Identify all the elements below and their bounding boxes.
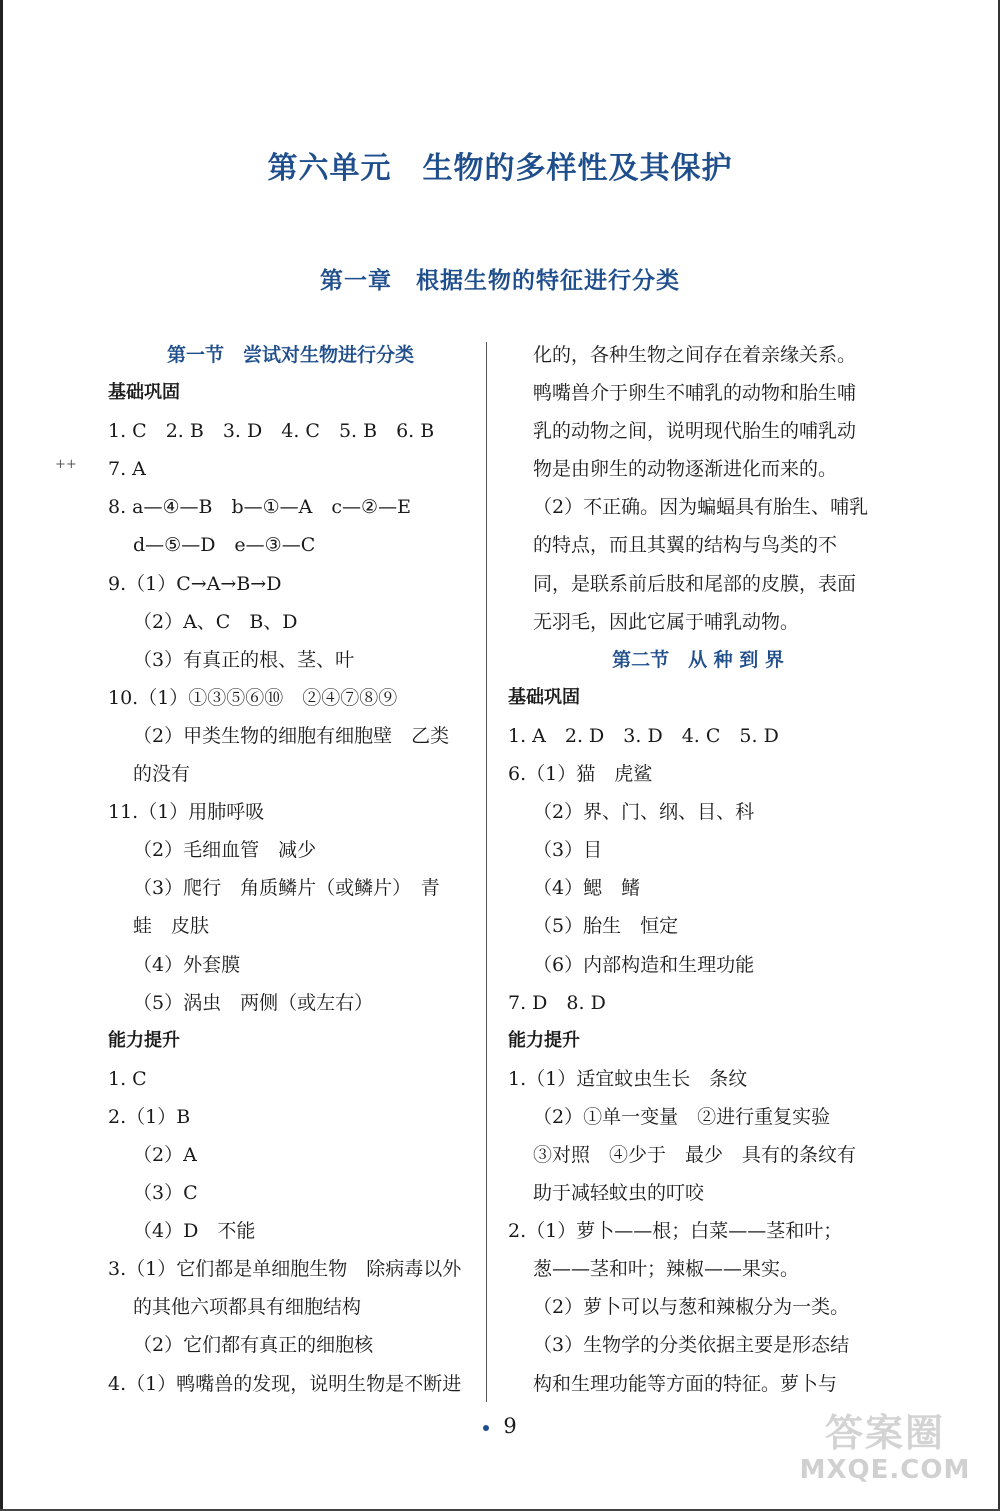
- answer-line: （3）有真正的根、茎、叶: [133, 648, 355, 671]
- answer-line: ③对照 ④少于 最少 具有的条纹有: [533, 1143, 857, 1166]
- answer-line: 葱——茎和叶；辣椒——果实。: [533, 1258, 800, 1281]
- answer-line: 2.（1）B: [108, 1105, 191, 1128]
- watermark-url: MXQE.COM: [799, 1455, 971, 1485]
- answer-line: 化的，各种生物之间存在着亲缘关系。: [533, 344, 857, 366]
- answer-line: 物是由卵生的动物逐渐进化而来的。: [533, 458, 838, 481]
- answer-line: （4）D 不能: [133, 1220, 256, 1243]
- answer-line: （6）内部构造和生理功能: [533, 953, 755, 976]
- answer-line: 11.（1）用肺呼吸: [108, 801, 265, 824]
- answer-line: 的没有: [133, 763, 191, 786]
- answer-line: （4）鳃 鳍: [533, 877, 641, 900]
- answer-line: 6.（1）猫 虎鲨: [508, 763, 653, 786]
- section-title: 第二节 从 种 到 界: [612, 648, 784, 671]
- answer-line: 1. C: [108, 1067, 147, 1090]
- bullet-dot-icon: [483, 1425, 489, 1431]
- subsection-heading: 能力提升: [108, 1029, 180, 1051]
- left-column: [108, 336, 473, 1403]
- watermark: [790, 1411, 980, 1501]
- answer-line: 同，是联系前后肢和尾部的皮膜，表面: [533, 572, 857, 595]
- answer-line: 1. A 2. D 3. D 4. C 5. D: [508, 724, 779, 747]
- subsection-heading: 基础巩固: [508, 686, 580, 708]
- right-column: [508, 336, 888, 1403]
- answer-line: （3）C: [133, 1182, 198, 1205]
- answer-line: 10.（1）①③⑤⑥⑩ ②④⑦⑧⑨: [108, 686, 398, 709]
- answer-line: （2）它们都有真正的细胞核: [133, 1334, 374, 1357]
- answer-line: 1. C 2. B 3. D 4. C 5. B 6. B: [108, 420, 435, 443]
- margin-mark: ++: [55, 457, 77, 472]
- answer-line: （3）生物学的分类依据主要是形态结: [533, 1334, 850, 1357]
- answer-line: 构和生理功能等方面的特征。萝卜与: [533, 1372, 838, 1395]
- answer-line: （2）甲类生物的细胞有细胞壁 乙类: [133, 724, 450, 747]
- answer-line: （2）A、C B、D: [133, 610, 298, 633]
- page-number-text: 9: [503, 1414, 517, 1438]
- answer-line: （5）涡虫 两侧（或左右）: [133, 991, 374, 1014]
- subsection-heading: 能力提升: [508, 1029, 580, 1051]
- answer-line: 的特点，而且其翼的结构与鸟类的不: [533, 534, 838, 557]
- answer-line: （2）萝卜可以与葱和辣椒分为一类。: [533, 1296, 850, 1319]
- answer-line: 7. A: [108, 458, 146, 481]
- answer-line: （2）A: [133, 1143, 197, 1166]
- chapter-title: 第一章 根据生物的特征进行分类: [320, 268, 680, 294]
- answer-line: 鸭嘴兽介于卵生不哺乳的动物和胎生哺: [533, 382, 857, 405]
- answer-line: （5）胎生 恒定: [533, 915, 679, 938]
- answer-line: 4.（1）鸭嘴兽的发现，说明生物是不断进: [108, 1372, 462, 1395]
- section-title: 第一节 尝试对生物进行分类: [166, 344, 414, 366]
- answer-line: （2）毛细血管 减少: [133, 839, 317, 862]
- unit-title: 第六单元 生物的多样性及其保护: [267, 151, 733, 186]
- answer-line: （3）目: [533, 839, 603, 862]
- watermark-brand: 答案圈: [824, 1411, 945, 1455]
- answer-line: （3）爬行 角质鳞片（或鳞片） 青: [133, 877, 440, 900]
- answer-line: d—⑤—D e—③—C: [133, 534, 316, 557]
- answer-line: （2）不正确。因为蝙蝠具有胎生、哺乳: [533, 496, 869, 519]
- answer-line: 8. a—④—B b—①—A c—②—E: [108, 496, 411, 519]
- answer-line: （2）①单一变量 ②进行重复实验: [533, 1105, 831, 1128]
- answer-line: 1.（1）适宜蚊虫生长 条纹: [508, 1067, 748, 1090]
- answer-line: 7. D 8. D: [508, 991, 606, 1014]
- column-divider: [486, 342, 487, 1402]
- answer-line: 蛙 皮肤: [133, 915, 210, 938]
- answer-line: 2.（1）萝卜——根；白菜——茎和叶；: [508, 1220, 843, 1243]
- answer-line: 9.（1）C→A→B→D: [108, 572, 282, 595]
- answer-line: 3.（1）它们都是单细胞生物 除病毒以外: [108, 1258, 462, 1281]
- answer-line: 乳的动物之间，说明现代胎生的哺乳动: [533, 420, 857, 443]
- subsection-heading: 基础巩固: [108, 382, 180, 404]
- answer-line: 助于减轻蚊虫的叮咬: [533, 1182, 705, 1205]
- answer-line: （2）界、门、纲、目、科: [533, 801, 755, 824]
- answer-line: 的其他六项都具有细胞结构: [133, 1296, 362, 1319]
- page-edge-left: [0, 0, 3, 1511]
- answer-line: 无羽毛，因此它属于哺乳动物。: [533, 610, 800, 633]
- answer-line: （4）外套膜: [133, 953, 241, 976]
